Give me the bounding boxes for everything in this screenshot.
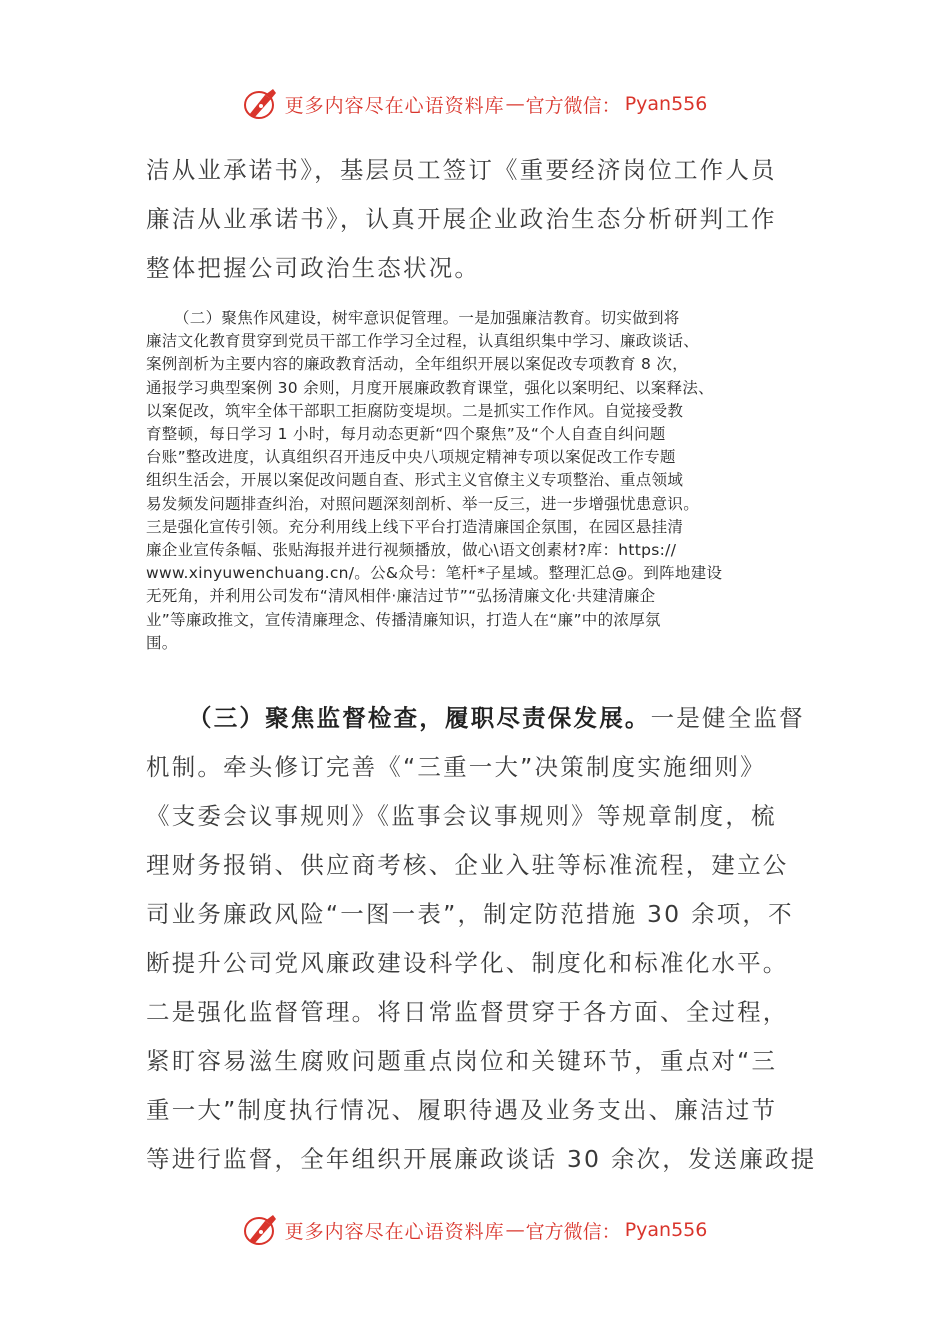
text-line: 廉洁文化教育贯穿到党员干部工作学习全过程，认真组织集中学习、廉政谈话、 bbox=[146, 332, 700, 351]
header-banner bbox=[0, 84, 950, 124]
banner-subtitle: 官方微信： bbox=[525, 1220, 621, 1243]
text-line: 司业务廉政风险“一图一表”，制定防范措施 30 余项，不 bbox=[146, 900, 794, 928]
text-line: 育整顿，每日学习 1 小时，每月动态更新“四个聚焦”及“个人自查自纠问题 bbox=[146, 425, 666, 444]
banner-wechat-id: Pyan556 bbox=[624, 93, 708, 115]
text-line: 三是强化宣传引领。充分利用线上线下平台打造清廉国企氛围，在园区悬挂清 bbox=[146, 517, 684, 536]
text-line: 廉企业宣传条幅、张贴海报并进行视频播放，做心\语文创素材?库：https:// bbox=[146, 541, 677, 560]
text-line: 二是强化监督管理。将日常监督贯穿于各方面、全过程， bbox=[146, 998, 789, 1026]
text-line: 通报学习典型案例 30 余则，月度开展廉政教育课堂，强化以案明纪、以案释法、 bbox=[146, 378, 714, 397]
text-line bbox=[146, 694, 812, 743]
text-line: 理财务报销、供应商考核、企业入驻等标准流程，建立公 bbox=[146, 851, 789, 879]
heading-line-rest: 一是健全监督 bbox=[650, 704, 805, 732]
banner-separator: — bbox=[505, 93, 525, 115]
text-line: www.xinyuwenchuang.cn/。公&众号：笔杆*子星域。整理汇总@。到阵地建设 bbox=[146, 564, 723, 583]
text-line: 整体把握公司政治生态状况。 bbox=[146, 254, 481, 282]
banner-subtitle: 官方微信： bbox=[525, 94, 621, 117]
text-line: 机制。牵头修订完善《“三重一大”决策制度实施细则》 bbox=[146, 753, 766, 781]
text-line: 洁从业承诺书》，基层员工签订《重要经济岗位工作人员 bbox=[146, 156, 777, 184]
banner-wechat-id: Pyan556 bbox=[624, 1219, 708, 1241]
text-line: 以案促改，筑牢全体干部职工拒腐防变堤坝。二是抓实工作作风。自觉接受教 bbox=[146, 401, 684, 420]
text-line: 易发频发问题排查纠治，对照问题深刻剖析、举一反三，进一步增强忧患意识。 bbox=[146, 494, 700, 513]
text-line: 《支委会议事规则》《监事会议事规则》等规章制度，梳 bbox=[146, 802, 777, 830]
banner-title: 更多内容尽在心语资料库 bbox=[284, 94, 505, 117]
banner-separator: — bbox=[505, 1219, 525, 1241]
text-line: 组织生活会，开展以案促改问题自查、形式主义官僚主义专项整治、重点领域 bbox=[146, 471, 684, 490]
text-line: 廉洁从业承诺书》，认真开展企业政治生态分析研判工作 bbox=[146, 205, 777, 233]
text-line: 围。 bbox=[146, 633, 178, 652]
footer-banner bbox=[0, 1210, 950, 1250]
text-line: （二）聚焦作风建设，树牢意识促管理。一是加强廉洁教育。切实做到将 bbox=[174, 309, 680, 327]
text-line: 等进行监督，全年组织开展廉政谈话 30 余次，发送廉政提 bbox=[146, 1145, 817, 1173]
text-line: 断提升公司党风廉政建设科学化、制度化和标准化水平。 bbox=[146, 949, 789, 977]
text-line: 重一大”制度执行情况、履职待遇及业务支出、廉洁过节 bbox=[146, 1096, 778, 1124]
pen-nib-icon bbox=[243, 1213, 279, 1247]
text-line: 业”等廉政推文，宣传清廉理念、传播清廉知识，打造人在“廉”中的浓厚氛 bbox=[146, 610, 661, 629]
text-line: 案例剖析为主要内容的廉政教育活动，全年组织开展以案促改专项教育 8 次， bbox=[146, 355, 689, 374]
text-line: 无死角，并利用公司发布“清风相伴·廉洁过节”“弘扬清廉文化·共建清廉企 bbox=[146, 587, 656, 606]
text-line: 台账”整改进度，认真组织召开违反中央八项规定精神专项以案促改工作专题 bbox=[146, 448, 676, 467]
paragraph-bottom bbox=[146, 694, 817, 1184]
section-heading: （三）聚焦监督检查，履职尽责保发展。 bbox=[188, 704, 651, 732]
banner-title: 更多内容尽在心语资料库 bbox=[284, 1220, 505, 1243]
paragraph-small bbox=[146, 307, 818, 655]
text-line: 紧盯容易滋生腐败问题重点岗位和关键环节，重点对“三 bbox=[146, 1047, 778, 1075]
paragraph-top bbox=[146, 146, 812, 293]
pen-nib-icon bbox=[243, 87, 279, 121]
